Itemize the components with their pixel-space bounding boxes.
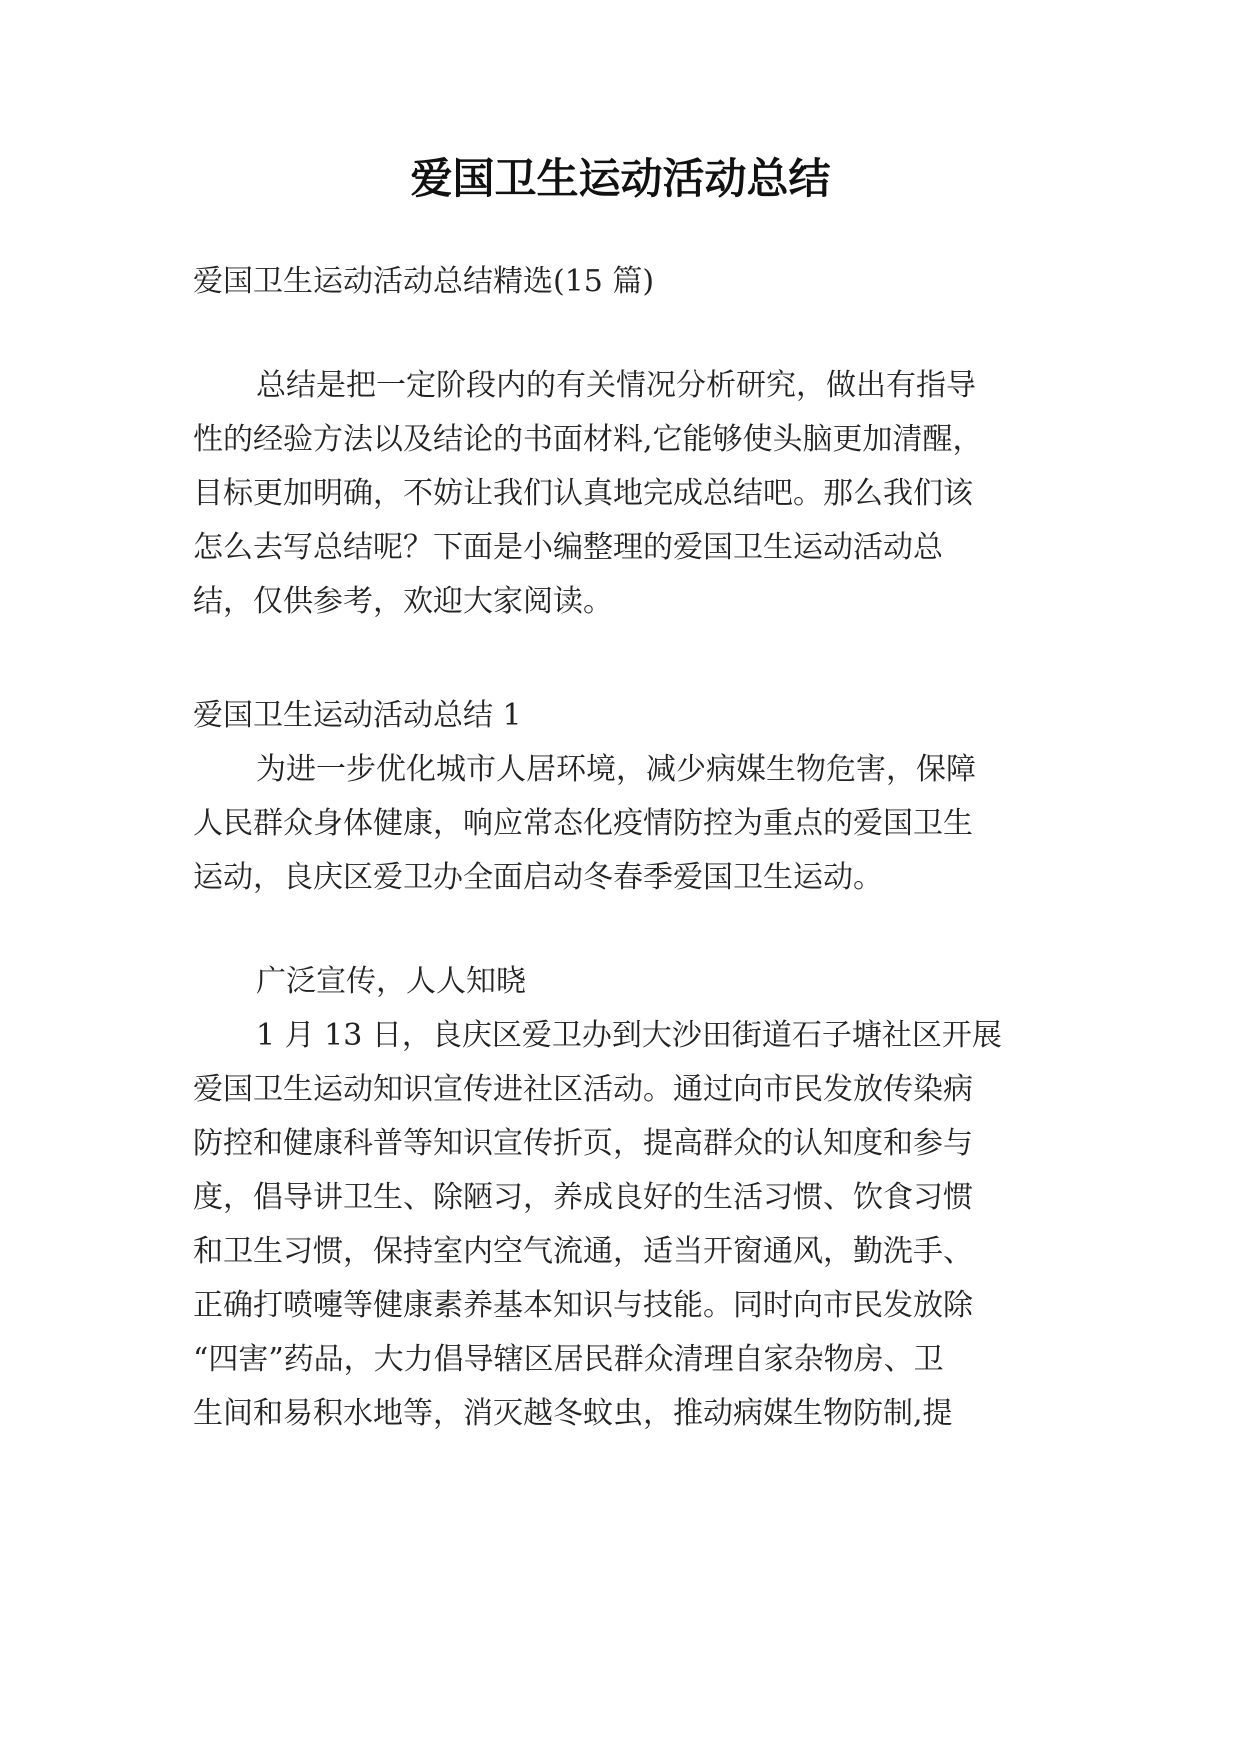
intro-line-4: 怎么去写总结呢？下面是小编整理的爱国卫生运动活动总 [193,530,943,565]
section1-para2-line-7: “四害”药品，大力倡导辖区居民群众清理自家杂物房、卫 [193,1342,944,1377]
section1-para2-line-5: 和卫生习惯，保持室内空气流通，适当开窗通风，勤洗手、 [193,1234,973,1269]
section1-para2-line-3: 防控和健康科普等知识宣传折页，提高群众的认知度和参与 [193,1126,973,1161]
section1-para2-line-8: 生间和易积水地等，消灭越冬蚊虫，推动病媒生物防制,提 [193,1396,953,1431]
section1-para2-line-4: 度，倡导讲卫生、除陋习，养成良好的生活习惯、饮食习惯 [193,1180,973,1215]
document-subtitle: 爱国卫生运动活动总结精选(15 篇) [193,264,655,299]
subheading: 广泛宣传，人人知晓 [256,964,526,999]
section1-para1-line-3: 运动，良庆区爱卫办全面启动冬春季爱国卫生运动。 [193,860,883,895]
intro-line-3: 目标更加明确，不妨让我们认真地完成总结吧。那么我们该 [193,476,973,511]
section1-para2-line-1: 1 月 13 日，良庆区爱卫办到大沙田街道石子塘社区开展 [256,1018,1002,1053]
intro-line-5: 结，仅供参考，欢迎大家阅读。 [193,584,613,619]
section1-para1-line-1: 为进一步优化城市人居环境，减少病媒生物危害，保障 [256,752,976,787]
intro-line-1: 总结是把一定阶段内的有关情况分析研究，做出有指导 [256,368,976,403]
section-heading: 爱国卫生运动活动总结 1 [193,698,522,733]
section1-para2-line-2: 爱国卫生运动知识宣传进社区活动。通过向市民发放传染病 [193,1072,973,1107]
document-title: 爱国卫生运动活动总结 [410,154,831,203]
intro-line-2: 性的经验方法以及结论的书面材料,它能够使头脑更加清醒， [193,422,983,457]
section1-para2-line-6: 正确打喷嚏等健康素养基本知识与技能。同时向市民发放除 [193,1288,973,1323]
section1-para1-line-2: 人民群众身体健康，响应常态化疫情防控为重点的爱国卫生 [193,806,973,841]
